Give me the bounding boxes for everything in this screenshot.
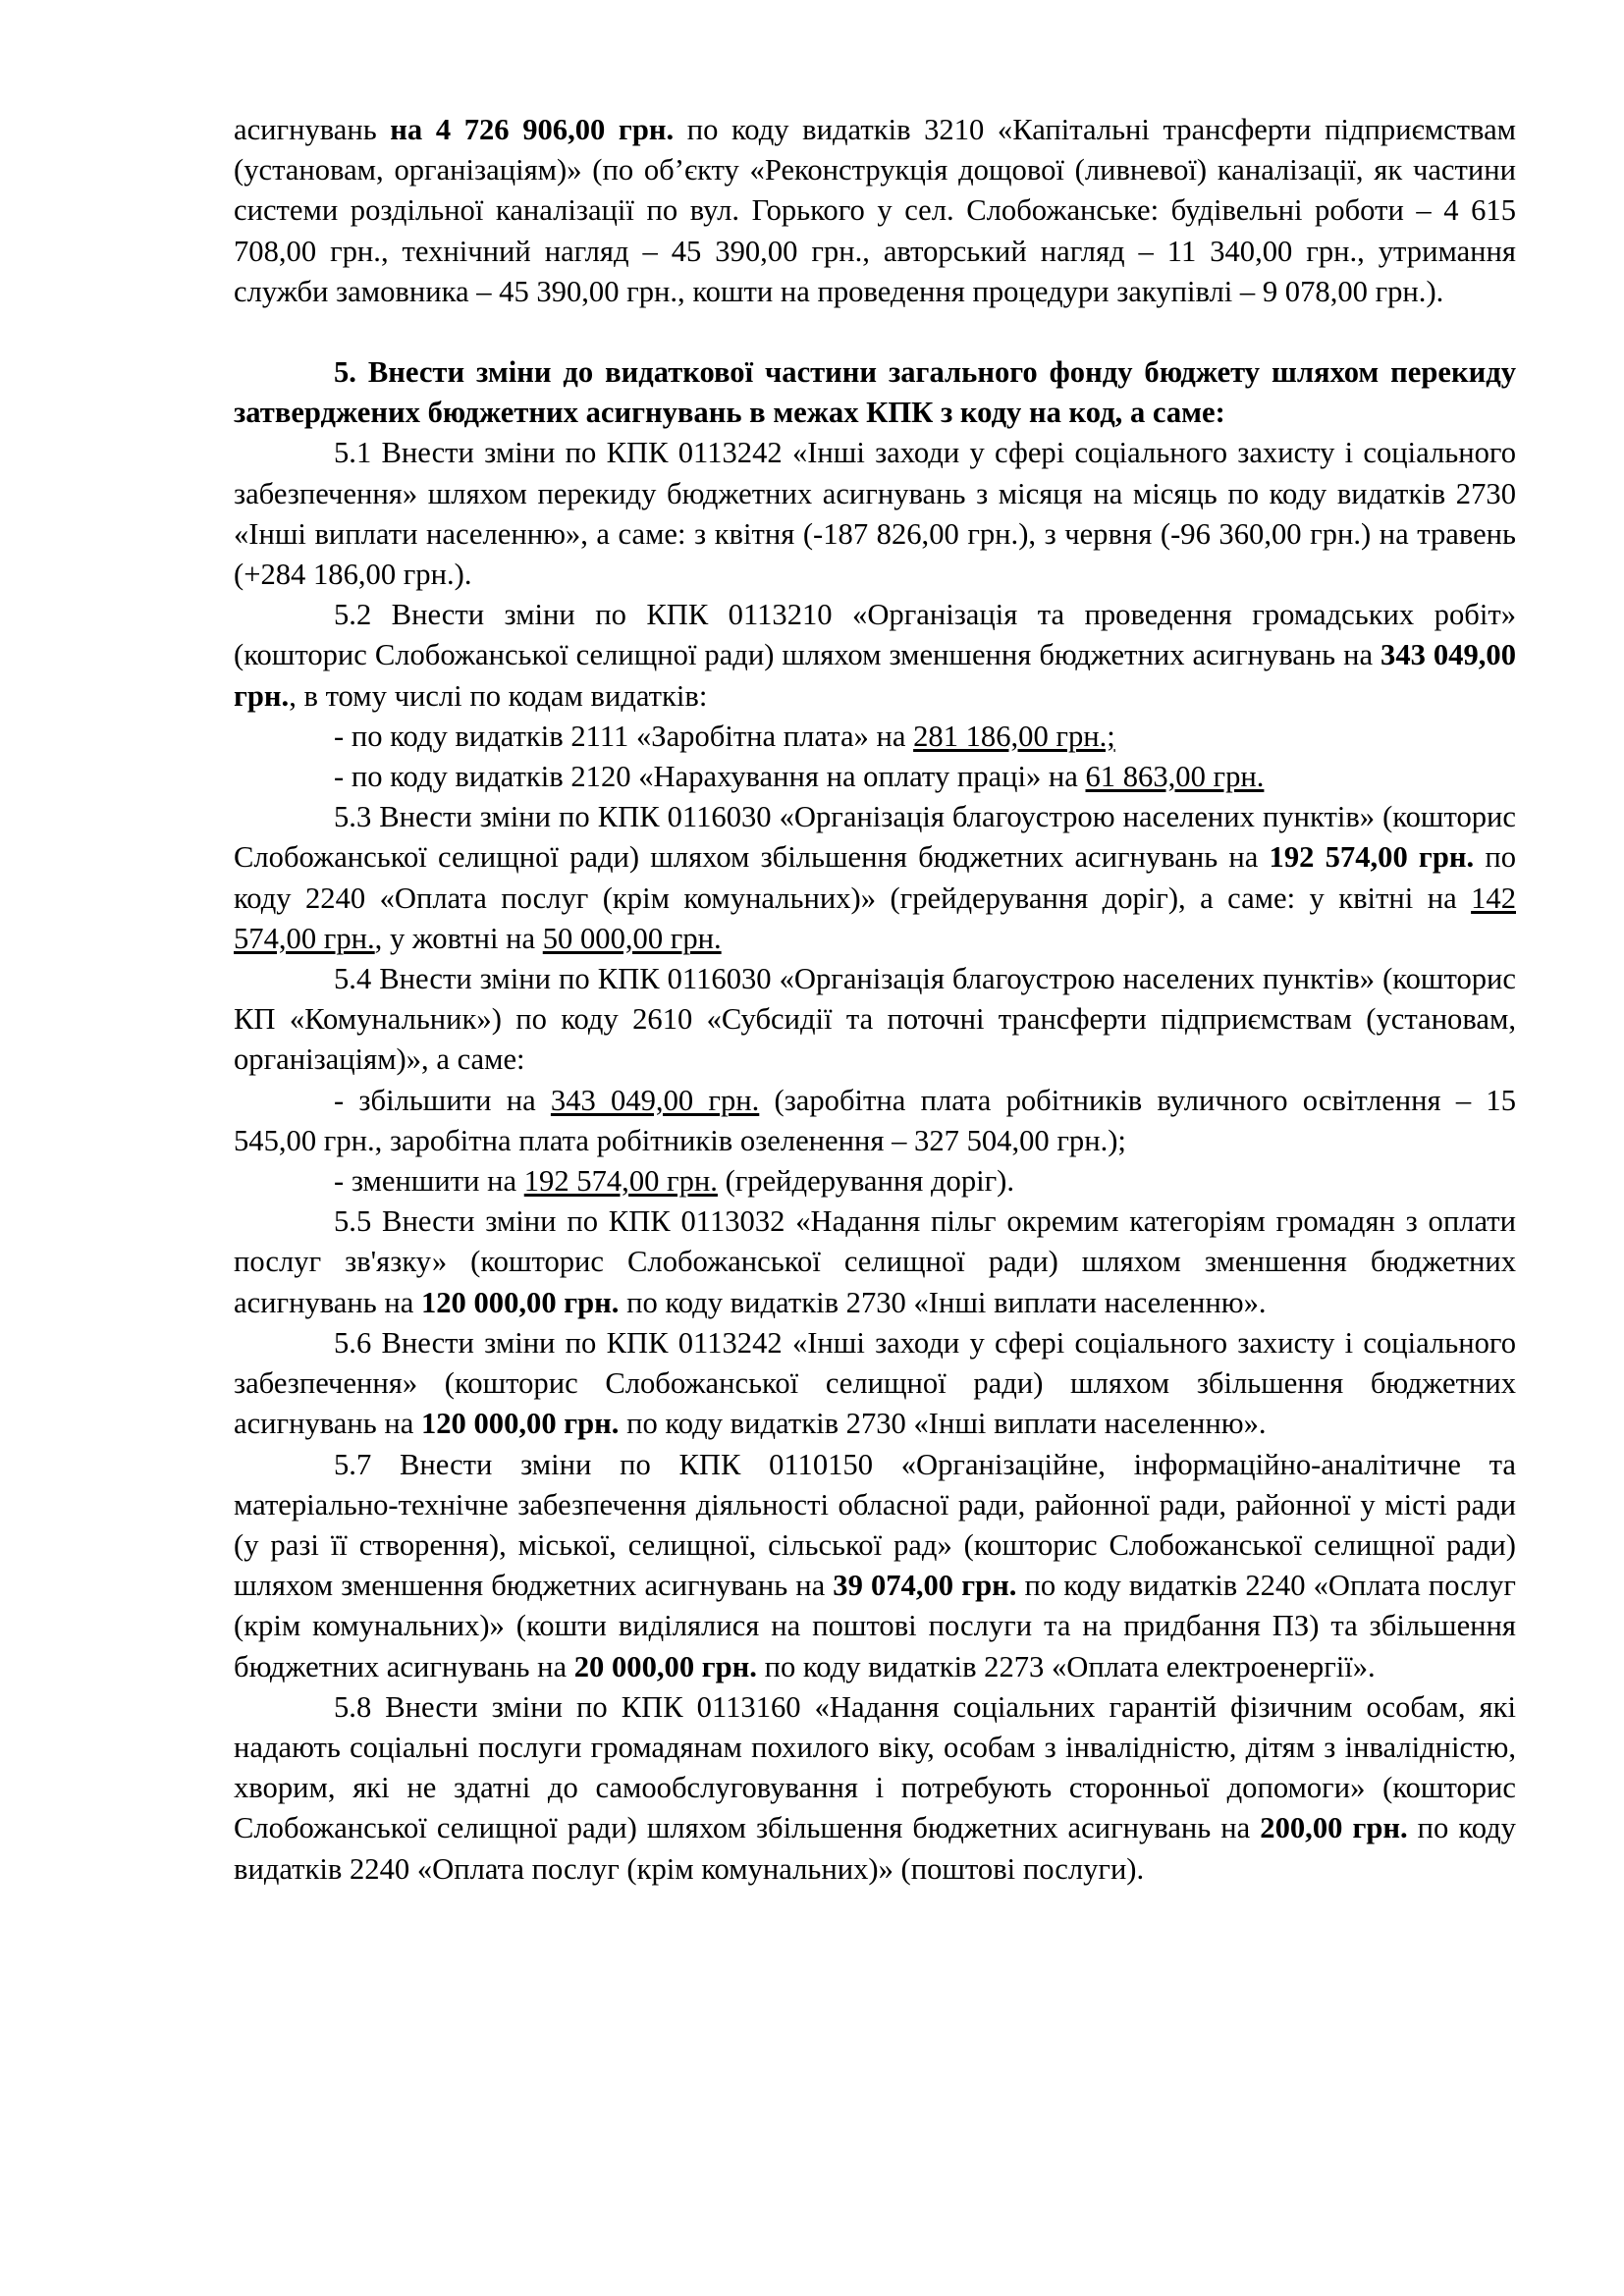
paragraph-5-2: 5.2 Внести зміни по КПК 0113210 «Організація та проведення громадських робіт» (кошторис Слобожанської селищної ради) шляхом зменшення бюджетних асигнувань на 343 049,00 грн., в тому числі по кодам видатків: [234,598,1516,713]
amount-bold: 192 574,00 грн. [1269,840,1475,875]
list-item: - по коду видатків 2120 «Нарахування на оплату праці» на 61 863,00 грн. [334,760,1265,794]
amount-bold: 39 074,00 грн. [833,1569,1017,1603]
amount-bold: 120 000,00 грн. [420,1407,620,1441]
amount-bold: 200,00 грн. [1260,1811,1408,1845]
paragraph-5-5: 5.5 Внести зміни по КПК 0113032 «Надання пільг окремим категоріям громадян з оплати послуг зв'язку» (кошторис Слобожанської селищної ради) шляхом зменшення бюджетних асигнувань на 120 000,00 грн. по коду видатків 2730 «Інші виплати населенню». [234,1204,1516,1319]
amount-underlined: 61 863,00 грн. [1085,760,1265,794]
amount-underlined: 142 574,00 грн. [234,881,1516,955]
amount-underlined: 281 186,00 грн.; [913,719,1115,753]
section-heading: 5. Внести зміни до видаткової частини загального фонду бюджету шляхом перекиду затверджених бюджетних асигнувань в межах КПК з коду на код, а саме: [234,355,1516,430]
amount-bold: 120 000,00 грн. [420,1285,620,1319]
amount-underlined: 343 049,00 грн. [550,1083,760,1117]
list-item: - збільшити на 343 049,00 грн. (заробітна плата робітників вуличного освітлення – 15 545,00 грн., заробітна плата робітників озеленення – 327 504,00 грн.); [234,1083,1516,1157]
paragraph-5-1: 5.1 Внести зміни по КПК 0113242 «Інші заходи у сфері соціального захисту і соціального забезпечення» шляхом перекиду бюджетних асигнувань з місяця на місяць по коду видатків 2730 «Інші виплати населенню», а саме: з квітня (-187 826,00 грн.), з червня (-96 360,00 грн.) на травень (+284 186,00 грн.). [234,436,1516,592]
list-item: - зменшити на 192 574,00 грн. (грейдерування доріг). [334,1164,1015,1199]
paragraph-5-8: 5.8 Внести зміни по КПК 0113160 «Надання соціальних гарантій фізичним особам, які надають соціальні послуги громадянам похилого віку, особам з інвалідністю, дітям з інвалідністю, хворим, які не здатні до самообслуговування і потребують сторонньої допомоги» (кошторис Слобожанської селищної ради) шляхом збільшення бюджетних асигнувань на 200,00 грн. по коду видатків 2240 «Оплата послуг (крім комунальних)» (поштові послуги). [234,1689,1516,1886]
amount-bold: 20 000,00 грн. [573,1649,757,1683]
amount-bold: на 4 726 906,00 грн. [390,113,675,146]
paragraph-5-7: 5.7 Внести зміни по КПК 0110150 «Організаційне, інформаційно-аналітичне та матеріально-технічне забезпечення діяльності обласної ради, районної ради, районної у місті ради (у разі її створення), міської, селищної, сільської рад» (кошторис Слобожанської селищної ради) шляхом зменшення бюджетних асигнувань на 39 074,00 грн. по коду видатків 2240 «Оплата послуг (крім комунальних)» (кошти виділялися на поштові послуги та на придбання ПЗ) та збільшення бюджетних асигнувань на 20 000,00 грн. по коду видатків 2273 «Оплата електроенергії». [234,1447,1516,1683]
paragraph-5-3: 5.3 Внести зміни по КПК 0116030 «Організація благоустрою населених пунктів» (кошторис Слобожанської селищної ради) шляхом збільшення бюджетних асигнувань на 192 574,00 грн. по коду 2240 «Оплата послуг (крім комунальних)» (грейдерування доріг), а саме: у квітні на 142 574,00 грн., у жовтні на 50 000,00 грн. [234,800,1516,955]
paragraph-5-6: 5.6 Внести зміни по КПК 0113242 «Інші заходи у сфері соціального захисту і соціального забезпечення» (кошторис Слобожанської селищної ради) шляхом збільшення бюджетних асигнувань на 120 000,00 грн. по коду видатків 2730 «Інші виплати населенню». [234,1325,1516,1441]
amount-underlined: 192 574,00 грн. [523,1164,718,1199]
amount-bold: 343 049,00 грн. [234,638,1516,713]
amount-underlined: 50 000,00 грн. [542,921,722,955]
list-item: - по коду видатків 2111 «Заробітна плата» на 281 186,00 грн.; [334,719,1115,753]
document-page [234,110,1516,1890]
paragraph-continuation: асигнувань на 4 726 906,00 грн. по коду видатків 3210 «Капітальні трансферти підприємствам (установам, організаціям)» (по об’єкту «Реконструкція дощової (ливневої) каналізації, як частини системи роздільної каналізації по вул. Горького у сел. Слобожанське: будівельні роботи – 4 615 708,00 грн., технічний нагляд – 45 390,00 грн., авторський нагляд – 11 340,00 грн., утримання служби замовника – 45 390,00 грн., кошти на проведення процедури закупівлі – 9 078,00 грн.). [234,113,1517,308]
paragraph-5-4: 5.4 Внести зміни по КПК 0116030 «Організація благоустрою населених пунктів» (кошторис КП «Комунальник») по коду 2610 «Субсидії та поточні трансферти підприємствам (установам, організаціям)», а саме: [234,962,1516,1077]
